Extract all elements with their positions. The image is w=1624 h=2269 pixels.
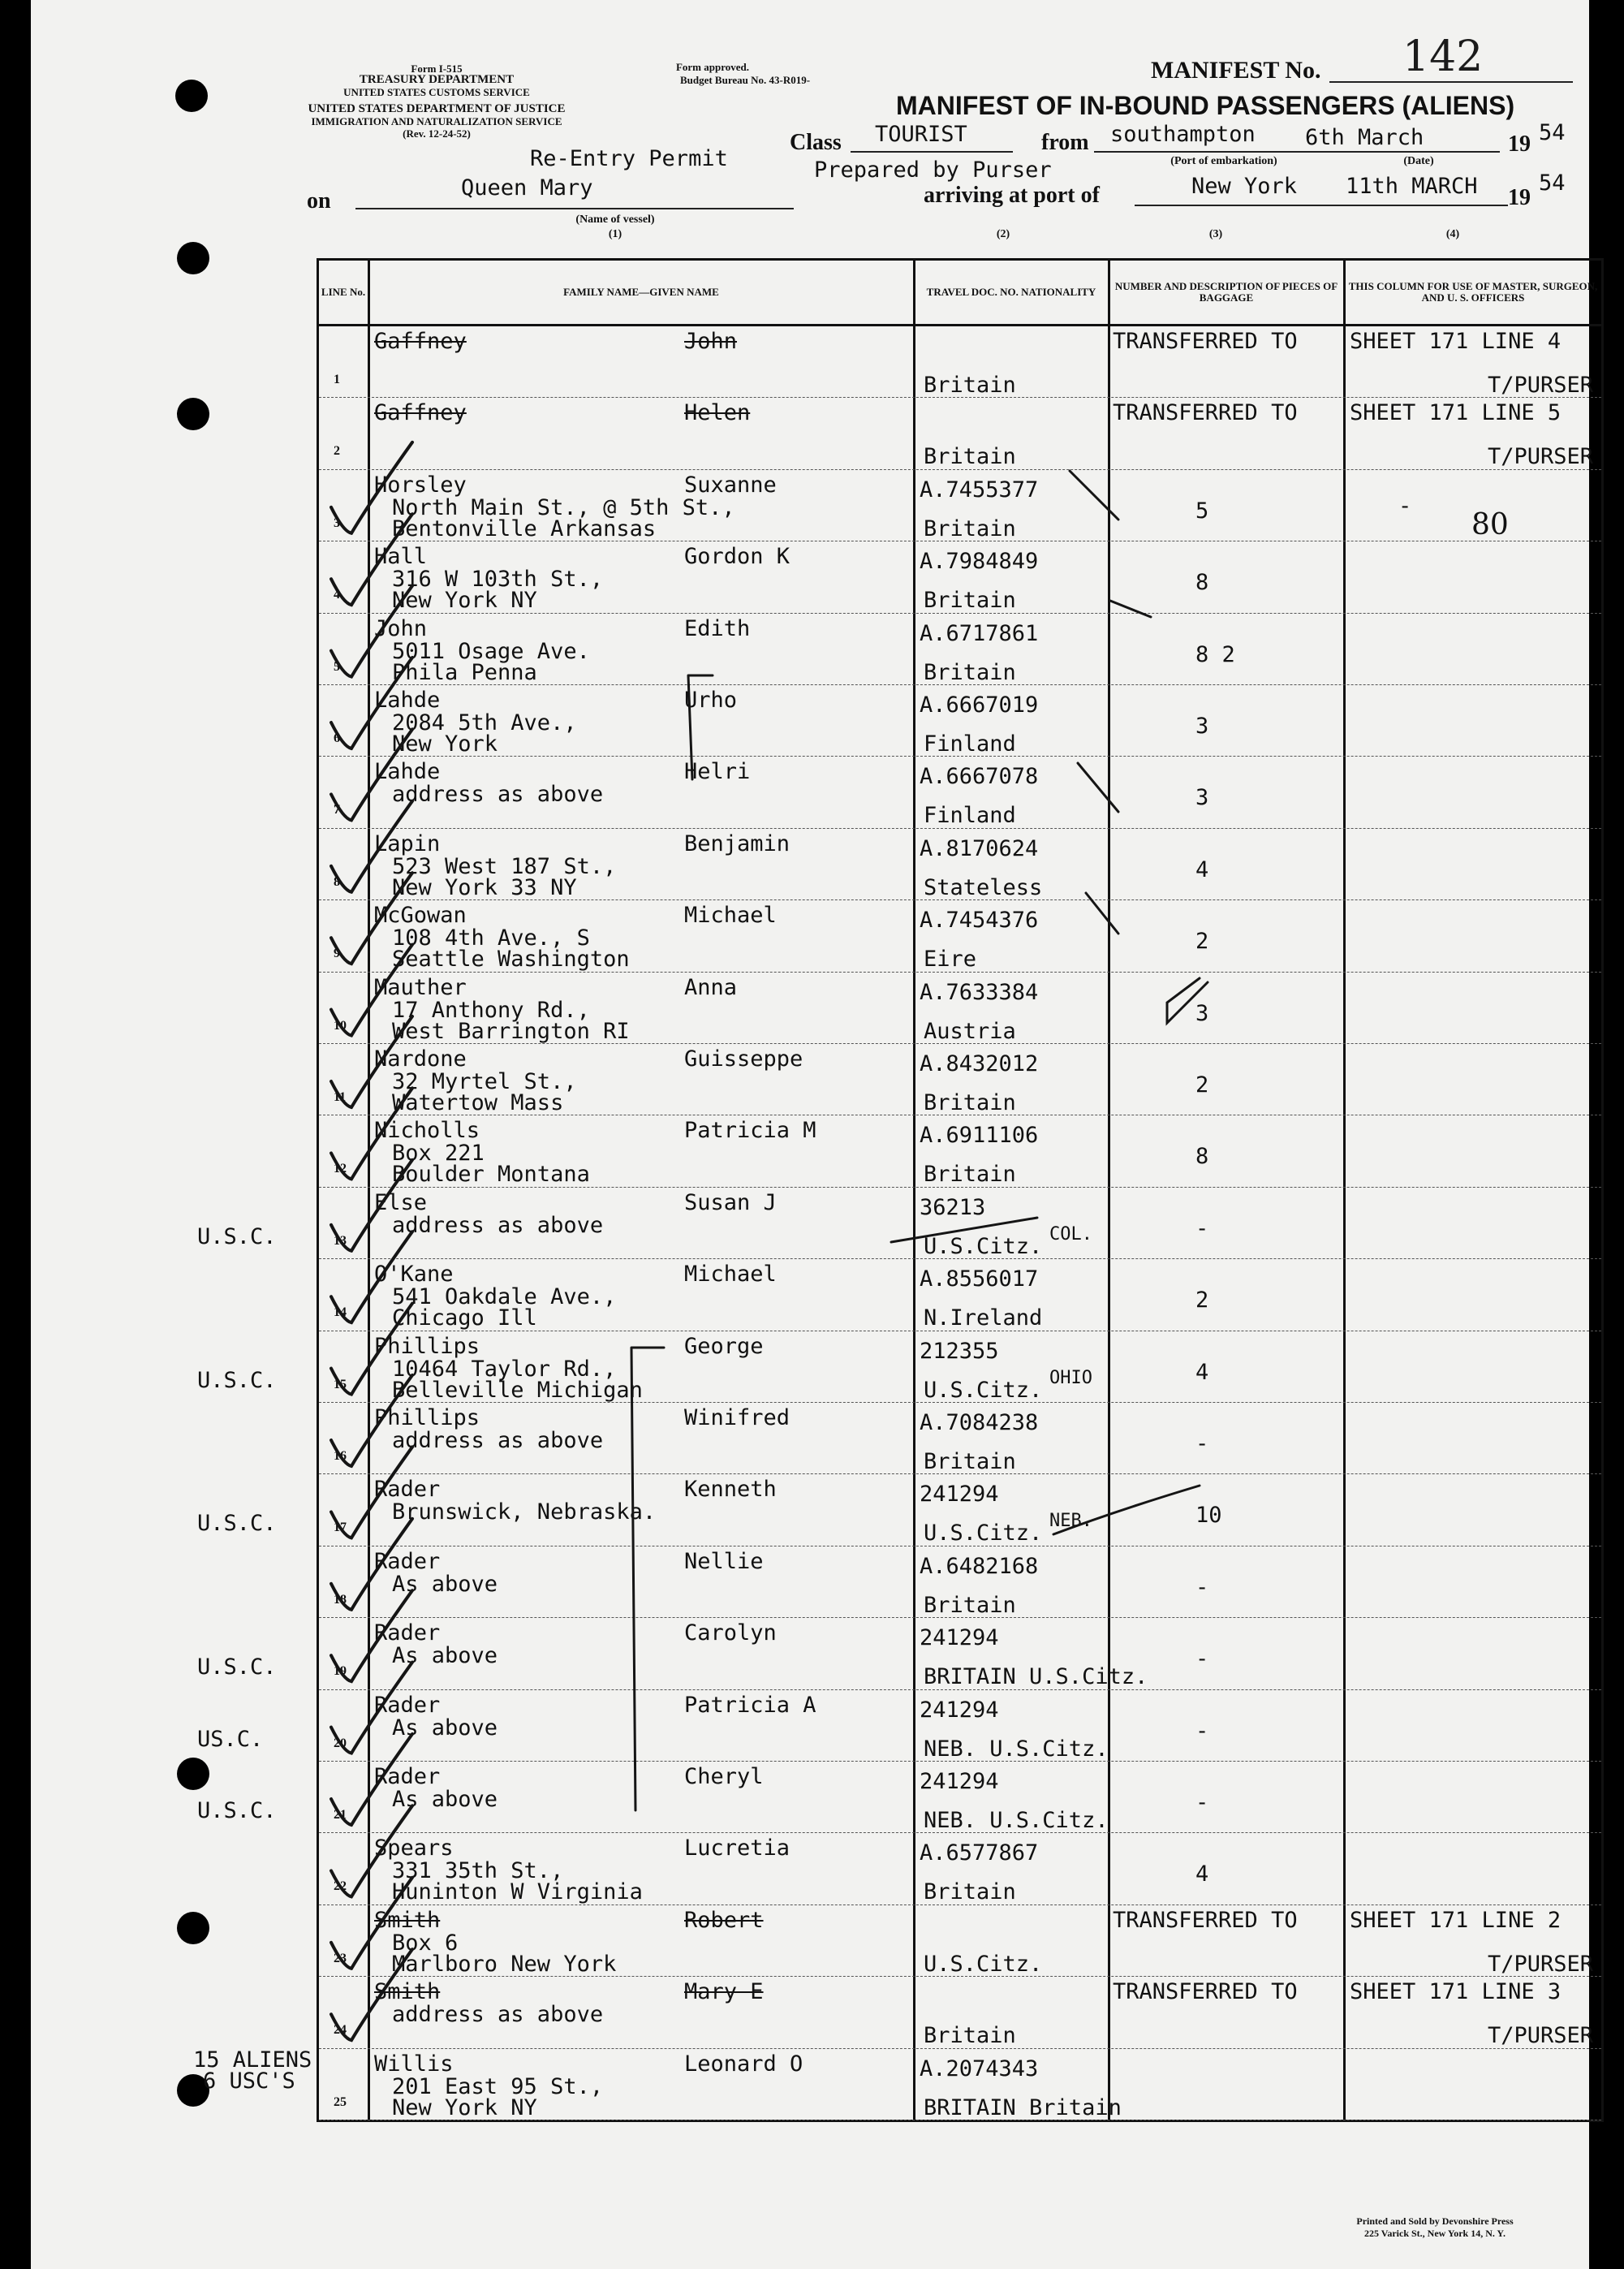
nationality: U.S.Citz. xyxy=(924,1521,1043,1546)
address-line: New York NY xyxy=(392,2094,537,2120)
travel-doc-number: 241294 xyxy=(920,1697,999,1723)
address-line: 523 West 187 St., xyxy=(392,853,617,879)
address-line: New York xyxy=(392,731,498,757)
column-marker-1: (1) xyxy=(608,228,622,240)
nationality: Austria xyxy=(924,1018,1016,1044)
officer-note: T/PURSER xyxy=(1488,444,1594,470)
baggage-note: TRANSFERRED TO xyxy=(1113,400,1298,426)
table-row xyxy=(319,1976,1601,2047)
given-name: Leonard O xyxy=(684,2051,803,2077)
header-baggage: NUMBER AND DESCRIPTION OF PIECES OF BAGGAGE xyxy=(1114,280,1338,304)
nationality: Stateless xyxy=(924,874,1043,900)
given-name: Lucretia xyxy=(684,1835,790,1861)
table-row xyxy=(319,613,1601,684)
table-row xyxy=(319,326,1601,397)
header-travel-doc: TRAVEL DOC. NO. NATIONALITY xyxy=(926,286,1096,298)
nationality: Britain xyxy=(924,444,1016,470)
address-line: Box 221 xyxy=(392,1141,485,1167)
manifest-number-line xyxy=(1329,81,1573,83)
binder-hole xyxy=(177,1758,209,1790)
line-number: 10 xyxy=(334,1018,347,1033)
officer-note: SHEET 171 LINE 2 xyxy=(1350,1907,1562,1933)
nationality-note: OHIO xyxy=(1049,1367,1092,1388)
travel-doc-number: A.6482168 xyxy=(920,1553,1039,1579)
given-name: Urho xyxy=(684,688,738,713)
given-name: Nellie xyxy=(684,1548,764,1574)
nationality: Britain xyxy=(924,1879,1016,1905)
table-row xyxy=(197,1187,1601,1259)
family-name: Nardone xyxy=(374,1046,467,1072)
address-line: Marlboro New York xyxy=(392,1951,617,1977)
column-marker-3: (3) xyxy=(1208,228,1223,240)
baggage-count: 2 xyxy=(1195,1288,1209,1314)
address-line: 32 Myrtel St., xyxy=(392,1069,577,1094)
form-number: Form I-515 xyxy=(411,63,463,75)
given-name: Robert xyxy=(684,1907,764,1933)
table-row xyxy=(319,1402,1601,1473)
family-name: Rader xyxy=(374,1477,441,1503)
travel-doc-number: A.7633384 xyxy=(920,979,1039,1005)
usc-margin-note: U.S.C. xyxy=(197,1798,277,1823)
line-number: 12 xyxy=(334,1162,347,1176)
baggage-note: TRANSFERRED TO xyxy=(1113,1979,1298,2005)
table-row xyxy=(197,1473,1601,1546)
family-name: Phillips xyxy=(374,1333,480,1359)
given-name: Cheryl xyxy=(684,1764,764,1789)
address-line: As above xyxy=(392,1571,498,1597)
given-name: Kenneth xyxy=(684,1477,777,1503)
line-number: 20 xyxy=(334,1736,347,1750)
line-number: 25 xyxy=(334,2094,347,2109)
arriving-label: arriving at port of xyxy=(924,183,1100,208)
header-name: FAMILY NAME—GIVEN NAME xyxy=(563,286,719,298)
class-line xyxy=(851,151,1013,153)
address-line: address as above xyxy=(392,782,604,808)
binder-hole xyxy=(177,398,209,430)
nationality: Britain xyxy=(924,588,1016,614)
family-name: Rader xyxy=(374,1620,441,1646)
table-row xyxy=(319,684,1601,756)
form-revision: (Rev. 12-24-52) xyxy=(403,127,471,140)
travel-doc-number: A.6911106 xyxy=(920,1123,1039,1149)
port-embark-caption: (Port of embarkation) xyxy=(1170,155,1277,167)
baggage-count: 3 xyxy=(1195,1000,1209,1026)
family-name: Horsley xyxy=(374,472,467,498)
travel-doc-number: A.2074343 xyxy=(920,2055,1039,2081)
family-name: Rader xyxy=(374,1692,441,1718)
travel-doc-number: A.8432012 xyxy=(920,1051,1039,1076)
given-name: Michael xyxy=(684,903,777,929)
baggage-note: TRANSFERRED TO xyxy=(1113,1907,1298,1933)
nationality: NEB. U.S.Citz. xyxy=(924,1808,1109,1833)
table-row xyxy=(197,1689,1601,1762)
usc-margin-note: U.S.C. xyxy=(197,1367,277,1393)
line-number: 9 xyxy=(334,947,340,961)
table-row xyxy=(197,1617,1601,1690)
address-line: 541 Oakdale Ave., xyxy=(392,1284,617,1310)
given-name: Suxanne xyxy=(684,472,777,498)
family-name: Lahde xyxy=(374,688,441,713)
family-name: McGowan xyxy=(374,903,467,929)
travel-doc-number: 241294 xyxy=(920,1769,999,1794)
treasury-dept: TREASURY DEPARTMENT xyxy=(359,73,515,86)
baggage-count: 10 xyxy=(1195,1503,1222,1529)
manifest-sheet xyxy=(31,0,1598,2269)
family-name: Lapin xyxy=(374,830,441,856)
travel-doc-number: A.7455377 xyxy=(920,477,1039,503)
table-row xyxy=(319,1904,1601,1976)
nationality: Britain xyxy=(924,1449,1016,1474)
address-line: Belleville Michigan xyxy=(392,1377,643,1403)
family-name: Rader xyxy=(374,1764,441,1789)
year-prefix-1: 19 xyxy=(1508,132,1531,157)
binder-hole xyxy=(175,80,208,112)
officer-note: - xyxy=(1398,493,1412,519)
year-prefix-2: 19 xyxy=(1508,185,1531,210)
vessel-name: Queen Mary xyxy=(461,175,593,201)
nationality: Finland xyxy=(924,803,1016,829)
embark-port: southampton xyxy=(1110,122,1256,147)
line-number: 8 xyxy=(334,874,340,889)
address-line: Bentonville Arkansas xyxy=(392,515,657,541)
travel-doc-number: 241294 xyxy=(920,1625,999,1651)
family-name: Smith xyxy=(374,1979,441,2005)
given-name: Patricia M xyxy=(684,1118,816,1144)
given-name: Patricia A xyxy=(684,1692,816,1718)
reentry-permit: Re-Entry Permit xyxy=(530,146,728,171)
address-line: North Main St., @ 5th St., xyxy=(392,494,735,520)
baggage-note: TRANSFERRED TO xyxy=(1113,329,1298,354)
line-number: 13 xyxy=(334,1233,347,1248)
nationality: Eire xyxy=(924,947,977,973)
table-row xyxy=(319,469,1601,541)
line-number: 2 xyxy=(334,444,340,459)
travel-doc-number: A.8170624 xyxy=(920,835,1039,861)
manifest-title: MANIFEST OF IN-BOUND PASSENGERS (ALIENS) xyxy=(896,91,1515,120)
given-name: George xyxy=(684,1333,764,1359)
vessel-line xyxy=(355,208,794,209)
given-name: Gordon K xyxy=(684,544,790,570)
nationality: BRITAIN U.S.Citz. xyxy=(924,1664,1148,1690)
line-number: 17 xyxy=(334,1521,347,1535)
nationality: N.Ireland xyxy=(924,1305,1043,1331)
given-name: Mary E xyxy=(684,1979,764,2005)
travel-doc-number: A.6667078 xyxy=(920,764,1039,790)
family-name: Lahde xyxy=(374,759,441,785)
address-line: address as above xyxy=(392,2002,604,2028)
address-line: 108 4th Ave., S xyxy=(392,925,590,951)
nationality: U.S.Citz. xyxy=(924,1377,1043,1403)
given-name: Edith xyxy=(684,615,751,641)
family-name: O'Kane xyxy=(374,1262,454,1288)
family-name: Spears xyxy=(374,1835,454,1861)
travel-doc-number: A.7084238 xyxy=(920,1410,1039,1435)
usc-margin-note: U.S.C. xyxy=(197,1223,277,1249)
arriving-line xyxy=(1135,205,1508,206)
binder-hole xyxy=(177,1912,209,1944)
travel-doc-number: A.6717861 xyxy=(920,620,1039,646)
usc-margin-note: 15 ALIENS xyxy=(193,2047,312,2073)
officer-note: SHEET 171 LINE 4 xyxy=(1350,329,1562,354)
budget-bureau: Budget Bureau No. 43-R019- xyxy=(679,74,811,86)
given-name: Anna xyxy=(684,974,738,1000)
address-line: As above xyxy=(392,1643,498,1669)
address-line: West Barrington RI xyxy=(392,1018,630,1044)
line-number: 22 xyxy=(334,1879,347,1894)
travel-doc-number: 241294 xyxy=(920,1482,999,1508)
travel-doc-number: A.8556017 xyxy=(920,1266,1039,1292)
justice-dept: UNITED STATES DEPARTMENT OF JUSTICE xyxy=(308,102,566,115)
address-line: 331 35th St., xyxy=(392,1858,564,1884)
travel-doc-number: A.7984849 xyxy=(920,549,1039,575)
baggage-count: 8 xyxy=(1195,1144,1209,1170)
header-officers: THIS COLUMN FOR USE OF MASTER, SURGEON, AND U. S. OFFICERS xyxy=(1348,280,1598,304)
table-row xyxy=(319,1115,1601,1186)
given-name: Winifred xyxy=(684,1405,790,1430)
line-number: 14 xyxy=(334,1305,347,1320)
printer-address: 225 Varick St., New York 14, N. Y. xyxy=(1363,2228,1506,2239)
address-line: Brunswick, Nebraska. xyxy=(392,1499,657,1525)
nationality: Britain xyxy=(924,1090,1016,1115)
nationality: Britain xyxy=(924,515,1016,541)
line-number: 4 xyxy=(334,588,340,602)
nationality: Britain xyxy=(924,373,1016,398)
usc-margin-note: US.C. xyxy=(197,1726,264,1752)
nationality: U.S.Citz. xyxy=(924,1951,1043,1977)
table-row xyxy=(319,2048,1601,2120)
address-line: Seattle Washington xyxy=(392,947,630,973)
line-number: 19 xyxy=(334,1664,347,1679)
given-name: Michael xyxy=(684,1262,777,1288)
address-line: Box 6 xyxy=(392,1930,459,1956)
column-marker-4: (4) xyxy=(1445,228,1460,240)
family-name: Phillips xyxy=(374,1405,480,1430)
baggage-count: - xyxy=(1195,1646,1209,1672)
table-row xyxy=(319,828,1601,899)
given-name: Benjamin xyxy=(684,830,790,856)
manifest-number: 142 xyxy=(1402,32,1484,81)
officer-note: T/PURSER xyxy=(1488,1951,1594,1977)
from-line xyxy=(1094,151,1500,153)
family-name: Nicholls xyxy=(374,1118,480,1144)
table-row xyxy=(319,541,1601,612)
year-suffix-2: 54 xyxy=(1539,170,1566,196)
officer-note: 80 xyxy=(1471,507,1509,541)
line-number: 5 xyxy=(334,659,340,674)
binder-hole xyxy=(177,242,209,274)
travel-doc-number: 212355 xyxy=(920,1338,999,1364)
table-row xyxy=(319,1546,1601,1617)
class-value: TOURIST xyxy=(875,122,967,147)
on-label: on xyxy=(307,188,331,214)
given-name: John xyxy=(684,329,738,354)
address-line: 17 Anthony Rd., xyxy=(392,997,590,1023)
officer-note: T/PURSER xyxy=(1488,373,1594,398)
line-number: 15 xyxy=(334,1377,347,1391)
arrival-date: 11th MARCH xyxy=(1346,174,1478,199)
address-line: Huninton W Virginia xyxy=(392,1879,643,1905)
address-line: 316 W 103th St., xyxy=(392,567,604,593)
family-name: Mauther xyxy=(374,974,467,1000)
family-name: Else xyxy=(374,1189,428,1215)
family-name: Hall xyxy=(374,544,428,570)
address-line: As above xyxy=(392,1787,498,1812)
travel-doc-number: A.6667019 xyxy=(920,692,1039,718)
baggage-count: 8 xyxy=(1195,570,1209,596)
from-label: from xyxy=(1041,130,1089,155)
printer-credit: Printed and Sold by Devonshire Press xyxy=(1356,2215,1514,2227)
header-line-no: LINE No. xyxy=(321,286,366,298)
baggage-count: - xyxy=(1195,1790,1209,1815)
table-row xyxy=(319,397,1601,468)
family-name: Smith xyxy=(374,1907,441,1933)
date-caption: (Date) xyxy=(1403,155,1434,167)
column-marker-2: (2) xyxy=(996,228,1010,240)
baggage-count: 5 xyxy=(1195,498,1209,524)
table-row xyxy=(319,1258,1601,1330)
usc-margin-note: U.S.C. xyxy=(197,1654,277,1680)
customs-service: UNITED STATES CUSTOMS SERVICE xyxy=(343,86,530,98)
line-number: 3 xyxy=(334,515,340,530)
line-number: 18 xyxy=(334,1592,347,1607)
family-name: Gaffney xyxy=(374,329,467,354)
address-line: Chicago Ill xyxy=(392,1305,537,1331)
travel-doc-number: A.6577867 xyxy=(920,1840,1039,1866)
usc-margin-note: 6 USC'S xyxy=(203,2068,295,2094)
family-name: John xyxy=(374,615,428,641)
nationality: Britain xyxy=(924,659,1016,685)
address-line: Phila Penna xyxy=(392,659,537,685)
baggage-count: - xyxy=(1195,1215,1209,1241)
given-name: Carolyn xyxy=(684,1620,777,1646)
nationality: Britain xyxy=(924,1162,1016,1188)
table-row xyxy=(319,1832,1601,1904)
baggage-count: 3 xyxy=(1195,714,1209,739)
nationality: Britain xyxy=(924,2023,1016,2049)
nationality: U.S.Citz. xyxy=(924,1233,1043,1259)
baggage-count: - xyxy=(1195,1431,1209,1456)
embark-date: 6th March xyxy=(1305,125,1424,150)
baggage-count: 3 xyxy=(1195,785,1209,811)
arrival-port: New York xyxy=(1191,174,1298,199)
address-line: Watertow Mass xyxy=(392,1090,564,1115)
address-line: 201 East 95 St., xyxy=(392,2073,604,2099)
address-line: New York 33 NY xyxy=(392,874,577,900)
family-name: Gaffney xyxy=(374,400,467,426)
usc-margin-note: U.S.C. xyxy=(197,1511,277,1537)
nationality: Britain xyxy=(924,1592,1016,1618)
given-name: Helri xyxy=(684,759,751,785)
nationality: BRITAIN Britain xyxy=(924,2094,1122,2120)
address-line: Boulder Montana xyxy=(392,1162,590,1188)
nationality: NEB. U.S.Citz. xyxy=(924,1736,1109,1762)
nationality-note: COL. xyxy=(1049,1223,1092,1244)
address-line: address as above xyxy=(392,1428,604,1453)
line-number: 11 xyxy=(334,1090,347,1104)
line-number: 7 xyxy=(334,803,340,817)
baggage-count: 4 xyxy=(1195,1861,1209,1887)
baggage-count: 4 xyxy=(1195,1359,1209,1385)
address-line: address as above xyxy=(392,1212,604,1238)
line-number: 6 xyxy=(334,731,340,745)
line-number: 23 xyxy=(334,1951,347,1965)
baggage-count: 2 xyxy=(1195,929,1209,955)
address-line: New York NY xyxy=(392,588,537,614)
class-label: Class xyxy=(790,130,842,155)
nationality-note: NEB. xyxy=(1049,1511,1092,1532)
officer-note: T/PURSER xyxy=(1488,2023,1594,2049)
baggage-count: 2 xyxy=(1195,1072,1209,1098)
travel-doc-number: 36213 xyxy=(920,1194,986,1220)
given-name: Susan J xyxy=(684,1189,777,1215)
table-row xyxy=(197,1331,1601,1403)
ins-service: IMMIGRATION AND NATURALIZATION SERVICE xyxy=(311,115,562,127)
form-approved: Form approved. xyxy=(675,61,750,73)
address-line: As above xyxy=(392,1715,498,1741)
year-suffix-1: 54 xyxy=(1539,120,1566,145)
line-number: 24 xyxy=(334,2023,347,2038)
manifest-label: MANIFEST No. xyxy=(1151,57,1321,84)
given-name: Guisseppe xyxy=(684,1046,803,1072)
address-line: 10464 Taylor Rd., xyxy=(392,1356,617,1382)
table-row xyxy=(319,972,1601,1043)
nationality: Finland xyxy=(924,731,1016,757)
line-number: 16 xyxy=(334,1449,347,1463)
vessel-caption: (Name of vessel) xyxy=(575,214,655,226)
travel-doc-number: A.7454376 xyxy=(920,908,1039,934)
table-row xyxy=(197,1761,1601,1833)
prepared-by: Prepared by Purser xyxy=(814,157,1052,183)
officer-note: SHEET 171 LINE 3 xyxy=(1350,1979,1562,2005)
family-name: Rader xyxy=(374,1548,441,1574)
table-row xyxy=(319,1043,1601,1115)
baggage-count: 8 2 xyxy=(1195,641,1235,667)
baggage-count: - xyxy=(1195,1718,1209,1744)
given-name: Helen xyxy=(684,400,751,426)
officer-note: SHEET 171 LINE 5 xyxy=(1350,400,1562,426)
table-row xyxy=(319,899,1601,971)
family-name: Willis xyxy=(374,2051,454,2077)
line-number: 21 xyxy=(334,1808,347,1822)
line-number: 1 xyxy=(334,373,340,386)
table-row xyxy=(319,756,1601,827)
address-line: 2084 5th Ave., xyxy=(392,710,577,735)
baggage-count: - xyxy=(1195,1574,1209,1600)
address-line: 5011 Osage Ave. xyxy=(392,638,590,664)
baggage-count: 4 xyxy=(1195,856,1209,882)
